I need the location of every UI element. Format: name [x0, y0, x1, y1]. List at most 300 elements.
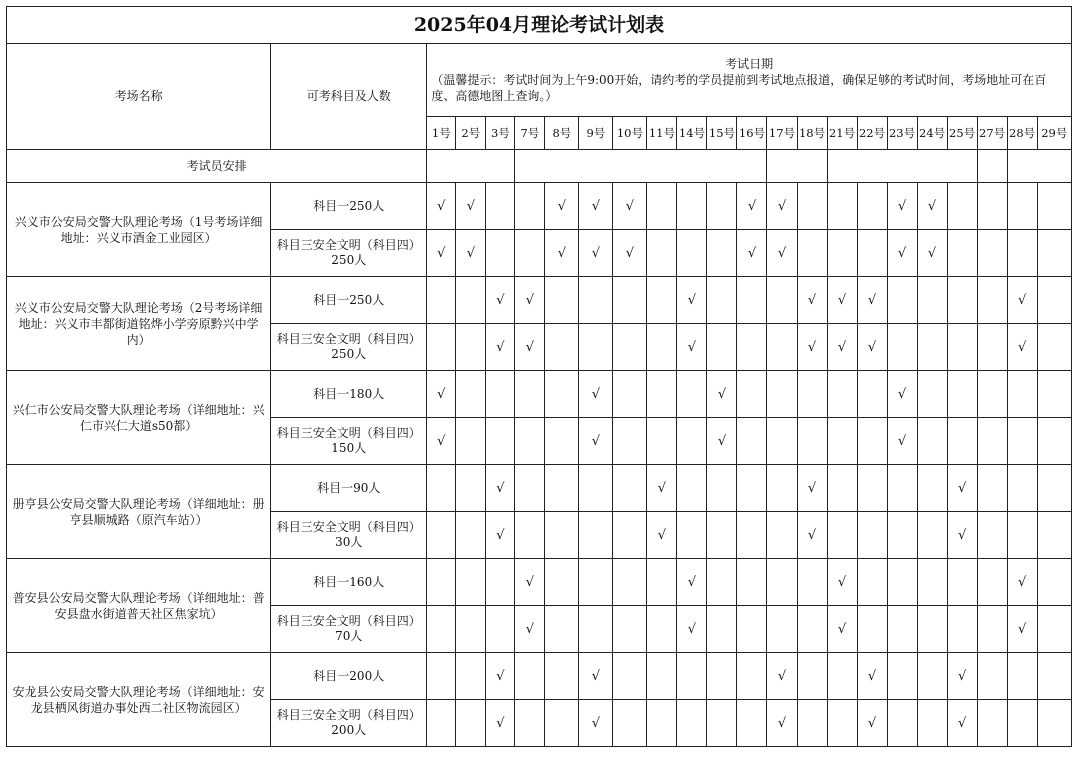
schedule-cell	[857, 653, 887, 700]
schedule-cell	[827, 465, 857, 512]
schedule-cell	[797, 277, 827, 324]
schedule-cell	[797, 700, 827, 747]
schedule-cell	[797, 512, 827, 559]
schedule-cell	[827, 700, 857, 747]
schedule-cell	[947, 324, 977, 371]
schedule-cell	[456, 324, 486, 371]
schedule-cell	[887, 230, 917, 277]
check-mark: √	[687, 339, 697, 355]
schedule-cell	[857, 371, 887, 418]
check-mark: √	[625, 245, 635, 261]
schedule-cell	[947, 559, 977, 606]
check-mark: √	[837, 621, 847, 637]
schedule-cell	[887, 418, 917, 465]
day-header: 8号	[545, 117, 579, 150]
schedule-cell	[677, 465, 707, 512]
schedule-cell	[579, 653, 613, 700]
schedule-cell	[947, 418, 977, 465]
subject-quota: 科目三安全文明（科目四）250人	[271, 230, 427, 277]
check-mark: √	[687, 292, 697, 308]
schedule-cell	[887, 700, 917, 747]
schedule-cell	[677, 559, 707, 606]
check-mark: √	[687, 574, 697, 590]
schedule-cell	[579, 418, 613, 465]
schedule-cell	[767, 324, 797, 371]
schedule-cell	[707, 230, 737, 277]
schedule-cell	[977, 277, 1007, 324]
schedule-cell	[427, 559, 456, 606]
schedule-cell	[613, 183, 647, 230]
schedule-cell	[613, 418, 647, 465]
schedule-cell	[515, 277, 545, 324]
schedule-cell	[827, 277, 857, 324]
schedule-cell	[887, 324, 917, 371]
check-mark: √	[496, 292, 505, 308]
schedule-cell	[767, 465, 797, 512]
table-row	[7, 465, 1072, 512]
check-mark: √	[927, 198, 937, 214]
schedule-cell	[707, 653, 737, 700]
schedule-cell	[677, 418, 707, 465]
subject-quota: 科目一250人	[271, 277, 427, 324]
check-mark: √	[837, 292, 847, 308]
check-mark: √	[957, 715, 967, 731]
check-mark: √	[897, 386, 907, 402]
schedule-cell	[1007, 653, 1037, 700]
subject-quota: 科目三安全文明（科目四）70人	[271, 606, 427, 653]
schedule-cell	[647, 606, 677, 653]
subject-quota: 科目三安全文明（科目四）250人	[271, 324, 427, 371]
schedule-cell	[456, 512, 486, 559]
schedule-cell	[947, 465, 977, 512]
schedule-cell	[579, 371, 613, 418]
schedule-cell	[887, 465, 917, 512]
schedule-cell	[737, 230, 767, 277]
schedule-cell	[579, 512, 613, 559]
schedule-cell	[1007, 512, 1037, 559]
check-mark: √	[957, 527, 967, 543]
schedule-cell	[456, 183, 486, 230]
schedule-cell	[977, 418, 1007, 465]
check-mark: √	[466, 245, 475, 261]
schedule-cell	[545, 653, 579, 700]
schedule-cell	[827, 324, 857, 371]
schedule-cell	[737, 324, 767, 371]
schedule-cell	[977, 371, 1007, 418]
schedule-cell	[737, 371, 767, 418]
schedule-cell	[857, 606, 887, 653]
schedule-cell	[545, 371, 579, 418]
schedule-cell	[947, 512, 977, 559]
schedule-cell	[977, 324, 1007, 371]
day-header: 7号	[515, 117, 545, 150]
day-header: 10号	[613, 117, 647, 150]
schedule-cell	[545, 559, 579, 606]
schedule-cell	[857, 465, 887, 512]
subjects-header: 可考科目及人数	[271, 44, 427, 150]
schedule-cell	[486, 277, 515, 324]
schedule-cell	[486, 230, 515, 277]
check-mark: √	[496, 527, 505, 543]
schedule-cell	[767, 512, 797, 559]
schedule-cell	[917, 465, 947, 512]
schedule-cell	[827, 418, 857, 465]
schedule-cell	[977, 606, 1007, 653]
schedule-cell	[797, 324, 827, 371]
schedule-cell	[613, 465, 647, 512]
schedule-cell	[1037, 559, 1071, 606]
schedule-cell	[647, 512, 677, 559]
schedule-cell	[456, 559, 486, 606]
schedule-cell	[515, 183, 545, 230]
schedule-cell	[827, 512, 857, 559]
schedule-cell	[647, 653, 677, 700]
schedule-cell	[707, 512, 737, 559]
check-mark: √	[867, 715, 877, 731]
day-header: 27号	[977, 117, 1007, 150]
table-row	[7, 653, 1072, 700]
schedule-cell	[613, 606, 647, 653]
check-mark: √	[496, 339, 505, 355]
schedule-cell	[613, 371, 647, 418]
schedule-cell	[1037, 653, 1071, 700]
check-mark: √	[557, 245, 567, 261]
check-mark: √	[867, 292, 877, 308]
subject-quota: 科目一200人	[271, 653, 427, 700]
schedule-cell	[515, 230, 545, 277]
schedule-cell	[797, 559, 827, 606]
schedule-cell	[486, 418, 515, 465]
schedule-cell	[579, 324, 613, 371]
subject-quota: 科目一180人	[271, 371, 427, 418]
schedule-cell	[827, 559, 857, 606]
schedule-cell	[456, 230, 486, 277]
schedule-cell	[947, 371, 977, 418]
schedule-cell	[827, 371, 857, 418]
schedule-cell	[797, 183, 827, 230]
table-row	[7, 559, 1072, 606]
venue-name: 册亨县公安局交警大队理论考场（详细地址：册亨县顺城路（原汽车站））	[7, 465, 271, 559]
schedule-cell	[486, 183, 515, 230]
schedule-cell	[917, 700, 947, 747]
venue-name: 普安县公安局交警大队理论考场（详细地址：普安县盘水街道普天社区焦家坑）	[7, 559, 271, 653]
schedule-cell	[737, 559, 767, 606]
schedule-cell	[486, 606, 515, 653]
check-mark: √	[591, 668, 601, 684]
day-header: 17号	[767, 117, 797, 150]
schedule-cell	[486, 371, 515, 418]
schedule-cell	[456, 653, 486, 700]
day-header: 29号	[1037, 117, 1071, 150]
check-mark: √	[657, 480, 667, 496]
schedule-cell	[1037, 230, 1071, 277]
schedule-cell	[677, 277, 707, 324]
schedule-cell	[797, 418, 827, 465]
check-mark: √	[777, 668, 787, 684]
exam-schedule-table	[6, 6, 1072, 747]
check-mark: √	[437, 433, 446, 449]
schedule-cell	[677, 512, 707, 559]
table-row	[7, 277, 1072, 324]
exam-date-header	[427, 44, 1072, 117]
schedule-cell	[427, 277, 456, 324]
schedule-cell	[515, 559, 545, 606]
schedule-cell	[737, 653, 767, 700]
schedule-cell	[1037, 700, 1071, 747]
schedule-cell	[767, 418, 797, 465]
schedule-cell	[917, 277, 947, 324]
schedule-cell	[515, 418, 545, 465]
check-mark: √	[496, 480, 505, 496]
schedule-cell	[827, 606, 857, 653]
check-mark: √	[837, 574, 847, 590]
subject-quota: 科目三安全文明（科目四）30人	[271, 512, 427, 559]
day-header: 28号	[1007, 117, 1037, 150]
schedule-cell	[486, 465, 515, 512]
schedule-cell	[947, 606, 977, 653]
schedule-cell	[677, 653, 707, 700]
day-header: 15号	[707, 117, 737, 150]
schedule-cell	[677, 324, 707, 371]
day-header: 11号	[647, 117, 677, 150]
check-mark: √	[437, 198, 446, 214]
schedule-cell	[887, 653, 917, 700]
table-row	[7, 183, 1072, 230]
check-mark: √	[957, 480, 967, 496]
schedule-cell	[677, 606, 707, 653]
check-mark: √	[837, 339, 847, 355]
day-header: 1号	[427, 117, 456, 150]
schedule-cell	[427, 465, 456, 512]
check-mark: √	[717, 386, 727, 402]
schedule-cell	[1037, 324, 1071, 371]
schedule-cell	[887, 183, 917, 230]
check-mark: √	[437, 245, 446, 261]
schedule-cell	[797, 653, 827, 700]
schedule-cell	[647, 371, 677, 418]
schedule-cell	[1037, 512, 1071, 559]
schedule-cell	[917, 512, 947, 559]
schedule-cell	[947, 277, 977, 324]
check-mark: √	[867, 339, 877, 355]
check-mark: √	[591, 433, 601, 449]
day-header: 23号	[887, 117, 917, 150]
day-header: 18号	[797, 117, 827, 150]
schedule-cell	[579, 465, 613, 512]
schedule-cell	[677, 371, 707, 418]
schedule-cell	[579, 559, 613, 606]
schedule-cell	[613, 559, 647, 606]
schedule-cell	[917, 653, 947, 700]
schedule-cell	[737, 700, 767, 747]
check-mark: √	[897, 433, 907, 449]
schedule-cell	[737, 277, 767, 324]
schedule-cell	[947, 183, 977, 230]
schedule-cell	[545, 277, 579, 324]
staff-cell	[427, 150, 515, 183]
schedule-cell	[456, 371, 486, 418]
day-header: 3号	[486, 117, 515, 150]
schedule-cell	[797, 371, 827, 418]
schedule-cell	[515, 700, 545, 747]
schedule-cell	[579, 606, 613, 653]
schedule-cell	[613, 230, 647, 277]
schedule-cell	[887, 559, 917, 606]
schedule-cell	[647, 277, 677, 324]
check-mark: √	[657, 527, 667, 543]
schedule-cell	[947, 653, 977, 700]
check-mark: √	[717, 433, 727, 449]
schedule-cell	[1037, 418, 1071, 465]
schedule-cell	[545, 465, 579, 512]
schedule-cell	[515, 606, 545, 653]
schedule-cell	[767, 559, 797, 606]
schedule-cell	[917, 324, 947, 371]
schedule-cell	[1007, 700, 1037, 747]
check-mark: √	[777, 198, 787, 214]
schedule-cell	[427, 418, 456, 465]
check-mark: √	[927, 245, 937, 261]
schedule-cell	[545, 183, 579, 230]
schedule-cell	[707, 700, 737, 747]
schedule-cell	[707, 465, 737, 512]
schedule-cell	[737, 183, 767, 230]
check-mark: √	[591, 245, 601, 261]
check-mark: √	[466, 198, 475, 214]
schedule-cell	[1007, 606, 1037, 653]
subject-quota: 科目一160人	[271, 559, 427, 606]
schedule-cell	[1007, 371, 1037, 418]
schedule-cell	[797, 606, 827, 653]
schedule-cell	[579, 277, 613, 324]
check-mark: √	[867, 668, 877, 684]
staff-cell	[977, 150, 1007, 183]
check-mark: √	[747, 245, 757, 261]
schedule-cell	[647, 700, 677, 747]
schedule-cell	[515, 324, 545, 371]
subject-quota: 科目三安全文明（科目四）200人	[271, 700, 427, 747]
schedule-cell	[857, 418, 887, 465]
check-mark: √	[1017, 574, 1027, 590]
schedule-cell	[647, 230, 677, 277]
schedule-cell	[515, 371, 545, 418]
exam-date-label: 考试日期	[725, 57, 774, 71]
schedule-cell	[647, 559, 677, 606]
schedule-cell	[887, 512, 917, 559]
schedule-cell	[545, 512, 579, 559]
check-mark: √	[957, 668, 967, 684]
check-mark: √	[897, 198, 907, 214]
schedule-cell	[456, 418, 486, 465]
schedule-cell	[887, 371, 917, 418]
check-mark: √	[777, 715, 787, 731]
check-mark: √	[807, 527, 817, 543]
day-header: 14号	[677, 117, 707, 150]
day-header: 2号	[456, 117, 486, 150]
schedule-cell	[545, 324, 579, 371]
schedule-cell	[677, 700, 707, 747]
check-mark: √	[496, 668, 505, 684]
schedule-cell	[917, 559, 947, 606]
schedule-cell	[1007, 324, 1037, 371]
schedule-cell	[456, 606, 486, 653]
schedule-cell	[977, 465, 1007, 512]
schedule-cell	[977, 230, 1007, 277]
check-mark: √	[807, 480, 817, 496]
schedule-cell	[427, 700, 456, 747]
check-mark: √	[1017, 621, 1027, 637]
schedule-cell	[767, 183, 797, 230]
schedule-cell	[707, 418, 737, 465]
schedule-cell	[427, 230, 456, 277]
day-header: 16号	[737, 117, 767, 150]
schedule-cell	[613, 653, 647, 700]
schedule-cell	[677, 230, 707, 277]
schedule-cell	[1007, 183, 1037, 230]
check-mark: √	[591, 715, 601, 731]
check-mark: √	[625, 198, 635, 214]
schedule-cell	[767, 700, 797, 747]
schedule-cell	[767, 653, 797, 700]
schedule-cell	[707, 559, 737, 606]
schedule-cell	[857, 183, 887, 230]
venue-name: 安龙县公安局交警大队理论考场（详细地址：安龙县栖风街道办事处西二社区物流园区）	[7, 653, 271, 747]
schedule-cell	[486, 324, 515, 371]
venue-name: 兴义市公安局交警大队理论考场（1号考场详细地址：兴义市酒金工业园区）	[7, 183, 271, 277]
schedule-cell	[1007, 465, 1037, 512]
schedule-cell	[677, 183, 707, 230]
schedule-cell	[767, 230, 797, 277]
schedule-cell	[707, 324, 737, 371]
schedule-cell	[427, 371, 456, 418]
day-header: 22号	[857, 117, 887, 150]
schedule-cell	[1037, 465, 1071, 512]
check-mark: √	[525, 574, 535, 590]
schedule-cell	[737, 465, 767, 512]
schedule-cell	[486, 653, 515, 700]
schedule-cell	[737, 512, 767, 559]
check-mark: √	[897, 245, 907, 261]
schedule-cell	[1007, 418, 1037, 465]
check-mark: √	[747, 198, 757, 214]
schedule-cell	[456, 700, 486, 747]
venue-name: 兴仁市公安局交警大队理论考场（详细地址：兴仁市兴仁大道s50都）	[7, 371, 271, 465]
schedule-cell	[827, 230, 857, 277]
schedule-cell	[427, 183, 456, 230]
schedule-cell	[977, 559, 1007, 606]
check-mark: √	[437, 386, 446, 402]
schedule-cell	[1037, 371, 1071, 418]
schedule-cell	[707, 183, 737, 230]
schedule-cell	[917, 230, 947, 277]
schedule-cell	[1007, 559, 1037, 606]
schedule-cell	[456, 465, 486, 512]
schedule-cell	[857, 324, 887, 371]
staff-cell	[515, 150, 767, 183]
schedule-cell	[767, 606, 797, 653]
schedule-cell	[613, 700, 647, 747]
staff-cell	[827, 150, 977, 183]
staff-cell	[1007, 150, 1071, 183]
day-header: 25号	[947, 117, 977, 150]
staff-cell	[767, 150, 827, 183]
check-mark: √	[807, 339, 817, 355]
schedule-cell	[857, 277, 887, 324]
schedule-cell	[647, 418, 677, 465]
subject-quota: 科目一90人	[271, 465, 427, 512]
schedule-cell	[515, 465, 545, 512]
venue-name: 兴义市公安局交警大队理论考场（2号考场详细地址：兴义市丰都街道铭烨小学旁原黔兴中学内）	[7, 277, 271, 371]
